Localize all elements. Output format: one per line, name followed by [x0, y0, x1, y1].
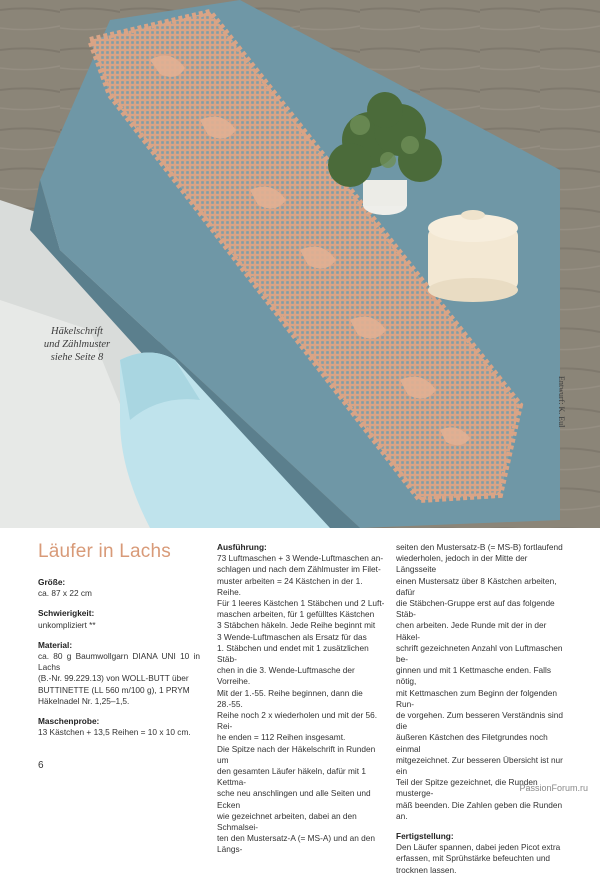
caption-line: Häkelschrift: [51, 326, 103, 337]
caption-line: siehe Seite 8: [50, 352, 104, 363]
col3-line: schrift gezeichneten Anzahl von Luftmaschen be-: [396, 642, 563, 665]
difficulty-value: unkompliziert **: [38, 619, 96, 630]
material-line: ca. 80 g Baumwollgarn DIANA UNI 10 in Lachs: [38, 651, 200, 673]
col3-line: seiten den Mustersatz-B (= MS-B) fortlaufend: [396, 542, 563, 552]
execution-line: 3 Wende-Luftmaschen als Ersatz für das: [217, 631, 367, 642]
col3-line: Teil der Spitze gezeichnet, die Runden musterge-: [396, 777, 538, 799]
execution-line: Reihe noch 2 x wiederholen und mit der 56. Rei-: [217, 710, 378, 732]
execution-line: Mit der 1.-55. Reihe beginnen, dann die 28.-55.: [217, 687, 363, 709]
material-line: Häkelnadel Nr. 1,25–1,5.: [38, 695, 130, 706]
edge-line: den gesamten Läufer häkeln, dafür mit 1 Kettma-: [217, 766, 366, 788]
col3-line: ginnen und mit 1 Kettmasche enden. Falls nötig,: [396, 665, 551, 687]
finish-line: erfassen, mit Sprühstärke befeuchten und: [396, 853, 551, 864]
size-heading: Größe:: [38, 577, 66, 587]
material-line: BUTTINETTE (LL 560 m/100 g), 1 PRYM: [38, 684, 190, 695]
col3-line: die Stäbchen-Gruppe erst auf das folgende Stäb-: [396, 598, 555, 620]
column-1: [38, 577, 200, 738]
photo-caption: [22, 325, 132, 364]
col3-line: äußeren Kästchen des Filetgrundes noch einmal: [396, 732, 548, 754]
size-value: ca. 87 x 22 cm: [38, 588, 92, 599]
material-heading: Material:: [38, 639, 73, 650]
execution-line: chen in die 3. Wende-Luftmasche der Vorreihe.: [217, 665, 355, 687]
execution-line: Für 1 leeres Kästchen 1 Stäbchen und 2 Luft-: [217, 598, 385, 609]
execution-heading: Ausführung:: [217, 542, 267, 552]
watermark: PassionForum.ru: [519, 783, 588, 793]
execution-line: 73 Luftmaschen + 3 Wende-Luftmaschen an-: [217, 553, 384, 564]
column-2: [217, 542, 385, 856]
col3-line: chen arbeiten. Jede Runde mit der in der Häkel-: [396, 620, 547, 642]
col3-line: mitgezeichnet. Zur besseren Übersicht ist nur ein: [396, 754, 563, 777]
execution-line: he enden = 112 Reihen insgesamt.: [217, 732, 346, 743]
col3-line: mäß beenden. Die Zahlen geben die Runden an.: [396, 799, 563, 821]
finish-line: Den Läufer spannen, dabei jeden Picot extra: [396, 842, 561, 853]
edge-line: wie gezeichnet arbeiten, dabei an den Schmalsei-: [217, 810, 357, 833]
finish-line: trocknen lassen.: [396, 864, 457, 875]
edge-line: sche neu anschlingen und alle Seiten und Ecken: [217, 788, 371, 810]
gauge-value: 13 Kästchen + 13,5 Reihen = 10 x 10 cm.: [38, 727, 191, 738]
edge-line: ten den Mustersatz-A (= MS-A) und an den Längs-: [217, 833, 375, 855]
execution-line: muster arbeiten = 24 Kästchen in der 1. Reihe.: [217, 575, 363, 597]
photo-credit: Entwurf: K. Eul: [557, 376, 566, 428]
col3-line: de vorgehen. Zum besseren Verständnis sind die: [396, 710, 563, 732]
difficulty-heading: Schwierigkeit:: [38, 608, 95, 619]
gauge-heading: Maschenprobe:: [38, 716, 100, 727]
col3-line: mit Kettmaschen zum Beginn der folgenden Run-: [396, 687, 557, 709]
page-number: 6: [38, 760, 44, 771]
finish-heading: Fertigstellung:: [396, 831, 454, 842]
caption-line: und Zählmuster: [43, 339, 111, 350]
column-3: [396, 542, 566, 876]
execution-line: 1. Stäbchen und endet mit 1 zusätzlichen Stäb-: [217, 642, 369, 665]
col3-line: einen Mustersatz über 8 Kästchen arbeiten, dafür: [396, 575, 557, 597]
execution-line: schlagen und nach dem Zählmuster im Filet-: [217, 564, 381, 575]
material-line: (B.-Nr. 99.229.13) von WOLL-BUTT über: [38, 673, 189, 684]
execution-line: 3 Stäbchen häkeln. Jede Reihe beginnt mit: [217, 620, 376, 631]
execution-line: maschen arbeiten, für 1 gefülltes Kästchen: [217, 609, 375, 620]
article-title: Läufer in Lachs: [38, 541, 171, 562]
col3-line: wiederholen, jedoch in der Mitte der Längsseite: [396, 553, 528, 575]
edge-line: Die Spitze nach der Häkelschrift in Runden um: [217, 743, 376, 765]
